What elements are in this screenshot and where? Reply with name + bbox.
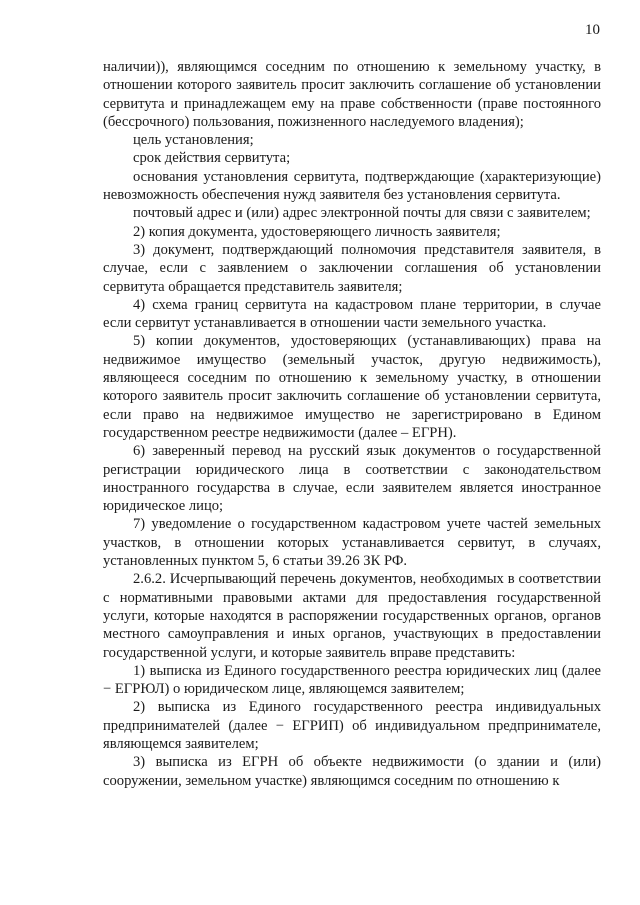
paragraph: 4) схема границ сервитута на кадастровом плане территории, в случае если сервитут устанавливается в отношении части земельного участка.	[103, 296, 601, 332]
paragraph: наличии)), являющимся соседним по отношению к земельному участку, в отношении которого заявитель просит заключить соглашение об установлении сервитута и принадлежащем ему на праве собственности (праве постоянного (бессрочного) пользования, пожизненного наследуемого владения);	[103, 59, 601, 130]
paragraph: почтовый адрес и (или) адрес электронной почты для связи с заявителем;	[133, 205, 591, 222]
paragraph: 1) выписка из Единого государственного реестра юридических лиц (далее − ЕГРЮЛ) о юридическом лице, являющемся заявителем;	[103, 662, 601, 698]
paragraph: цель установления;	[133, 132, 254, 149]
paragraph: 3) документ, подтверждающий полномочия представителя заявителя, в случае, если с заявлением о заключении соглашения об установлении сервитута обращается представитель заявителя;	[103, 241, 601, 295]
paragraph: 7) уведомление о государственном кадастровом учете частей земельных участков, в отношении которых устанавливается сервитут, в случаях, установленных пунктом 5, 6 статьи 39.26 ЗК РФ.	[103, 516, 601, 570]
paragraph: 5) копии документов, удостоверяющих (устанавливающих) права на недвижимое имущество (земельный участок, другую недвижимость), являющееся соседним по отношению к земельному участку, в отношении которого заявитель просит заключить соглашение об установлении сервитута, если право на недвижимое имущество не зарегистрировано в Едином государственном реестре недвижимости (далее – ЕГРН).	[103, 333, 601, 441]
paragraph: основания установления сервитута, подтверждающие (характеризующие) невозможность обеспечения нужд заявителя без установления сервитута.	[103, 168, 601, 204]
paragraph: 6) заверенный перевод на русский язык документов о государственной регистрации юридического лица в соответствии с законодательством иностранного государства в случае, если заявителем является иностранное юридическое лицо;	[103, 443, 601, 515]
paragraph: срок действия сервитута;	[133, 150, 291, 167]
paragraph: 2) копия документа, удостоверяющего личность заявителя;	[133, 223, 501, 240]
paragraph: 3) выписка из ЕГРН об объекте недвижимости (о здании и (или) сооружении, земельном участке) являющимся соседним по отношению к	[103, 754, 601, 789]
page-number: 10	[585, 22, 600, 38]
paragraph: 2.6.2. Исчерпывающий перечень документов, необходимых в соответствии с нормативными правовыми актами для предоставления государственной услуги, которые находятся в распоряжении государственных органов, органов местного самоуправления и иных органов, участвующих в предоставлении государственной услуги, и которые заявитель вправе представить:	[103, 571, 601, 661]
paragraph: 2) выписка из Единого государственного реестра индивидуальных предпринимателей (далее − ЕГРИП) об индивидуальном предпринимателе, являющемся заявителем;	[103, 699, 601, 752]
document-body	[103, 58, 601, 790]
